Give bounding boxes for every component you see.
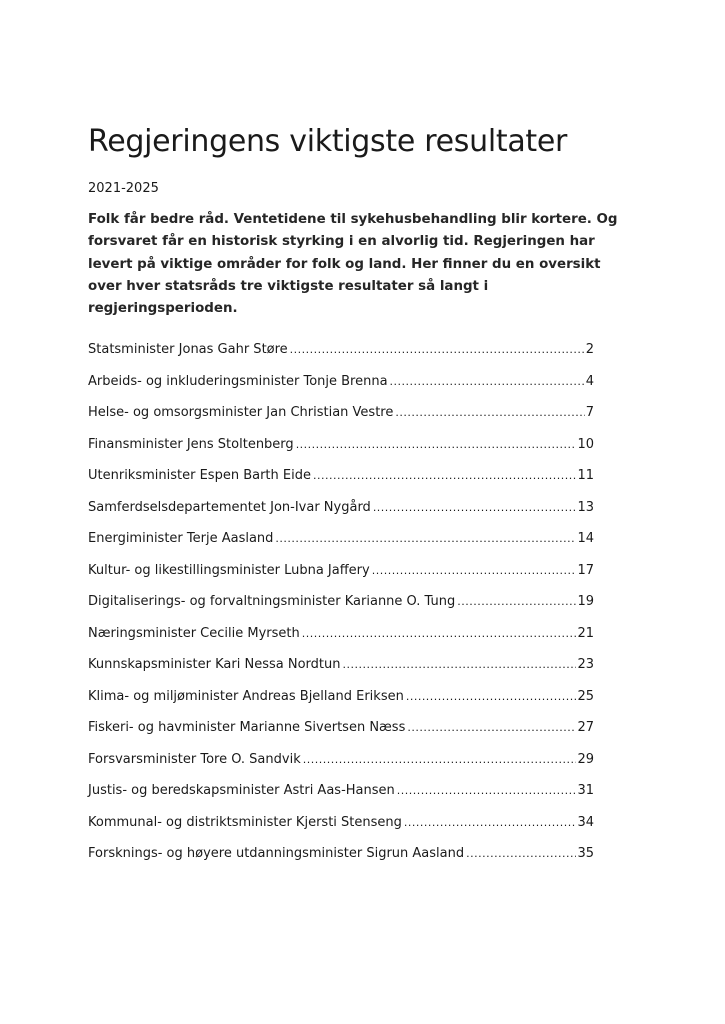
toc-entry[interactable] (88, 622, 594, 654)
toc-page-number: 35 (577, 846, 594, 861)
toc-dot-leader (302, 622, 577, 646)
toc-page-number: 17 (577, 562, 594, 578)
toc-page-number: 19 (577, 594, 594, 609)
toc-entry[interactable] (88, 811, 594, 843)
intro-paragraph: Folk får bedre råd. Ventetidene til sykehusbehandling blir kortere. Og forsvaret får en historisk styrking i en alvorlig tid. Regjeringen har levert på viktige områder for folk og land. Her finner du en oversikt over hver statsråds tre viktigste resultater så langt i regjeringsperioden. (88, 212, 618, 317)
period-subtitle: 2021-2025 (88, 181, 159, 196)
toc-dot-leader (404, 811, 577, 835)
toc-dot-leader (390, 370, 585, 394)
toc-page-number: 2 (585, 342, 594, 357)
toc-entry-label: Helse- og omsorgsminister Jan Christian Vestre (88, 405, 394, 420)
toc-entry-label: Statsminister Jonas Gahr Støre (88, 342, 288, 357)
page-title: Regjeringens viktigste resultater (88, 124, 568, 159)
toc-entry[interactable] (88, 779, 594, 811)
toc-entry-label: Energiminister Terje Aasland (88, 531, 274, 546)
toc-entry-label: Næringsminister Cecilie Myrseth (88, 625, 300, 641)
toc-page-number: 4 (585, 373, 594, 389)
toc-entry-label: Utenriksminister Espen Barth Eide (88, 468, 311, 483)
toc-page-number: 14 (577, 531, 594, 546)
toc-dot-leader (290, 338, 585, 362)
toc-entry[interactable] (88, 370, 594, 402)
toc-page-number: 25 (577, 688, 594, 704)
toc-entry-label: Forsknings- og høyere utdanningsminister Sigrun Aasland (88, 846, 465, 861)
toc-entry-label: Finansminister Jens Stoltenberg (88, 436, 294, 452)
toc-dot-leader (457, 590, 576, 614)
toc-dot-leader (395, 401, 584, 425)
toc-dot-leader (373, 496, 577, 520)
toc-entry-label: Digitaliserings- og forvaltningsminister Karianne O. Tung (88, 594, 456, 609)
toc-dot-leader (303, 748, 577, 772)
toc-page-number: 7 (585, 405, 594, 420)
toc-dot-leader (397, 779, 577, 803)
toc-entry[interactable] (88, 590, 594, 622)
toc-entry[interactable] (88, 527, 594, 559)
toc-dot-leader (296, 433, 577, 457)
toc-entry[interactable] (88, 464, 594, 496)
toc-entry-label: Fiskeri- og havminister Marianne Sivertsen Næss (88, 720, 406, 735)
toc-dot-leader (342, 653, 576, 677)
table-of-contents (88, 338, 594, 874)
toc-dot-leader (407, 716, 576, 740)
toc-page-number: 27 (577, 720, 594, 735)
toc-entry[interactable] (88, 748, 594, 780)
toc-page-number: 11 (577, 468, 594, 483)
toc-entry-label: Kultur- og likestillingsminister Lubna Jaffery (88, 562, 370, 578)
toc-entry-label: Forsvarsminister Tore O. Sandvik (88, 751, 301, 767)
toc-entry-label: Arbeids- og inkluderingsminister Tonje Brenna (88, 373, 388, 389)
toc-entry[interactable] (88, 842, 594, 874)
toc-dot-leader (313, 464, 576, 488)
toc-page-number: 29 (577, 751, 594, 767)
toc-entry-label: Kunnskapsminister Kari Nessa Nordtun (88, 657, 341, 672)
toc-dot-leader (372, 559, 577, 583)
toc-entry[interactable] (88, 716, 594, 748)
toc-entry-label: Kommunal- og distriktsminister Kjersti Stenseng (88, 814, 402, 830)
toc-page-number: 10 (577, 436, 594, 452)
toc-page-number: 23 (577, 657, 594, 672)
toc-entry-label: Samferdselsdepartementet Jon-Ivar Nygård (88, 499, 371, 515)
toc-dot-leader (466, 842, 576, 866)
toc-page-number: 13 (577, 499, 594, 515)
toc-entry-label: Klima- og miljøminister Andreas Bjelland Eriksen (88, 688, 404, 704)
toc-entry-label: Justis- og beredskapsminister Astri Aas-Hansen (88, 783, 395, 798)
toc-entry[interactable] (88, 496, 594, 528)
toc-entry[interactable] (88, 685, 594, 717)
toc-entry[interactable] (88, 559, 594, 591)
toc-dot-leader (406, 685, 577, 709)
toc-page-number: 21 (577, 625, 594, 641)
toc-page-number: 31 (577, 783, 594, 798)
toc-entry[interactable] (88, 401, 594, 433)
toc-entry[interactable] (88, 433, 594, 465)
toc-dot-leader (275, 527, 576, 551)
toc-entry[interactable] (88, 653, 594, 685)
toc-page-number: 34 (577, 814, 594, 830)
toc-entry[interactable] (88, 338, 594, 370)
